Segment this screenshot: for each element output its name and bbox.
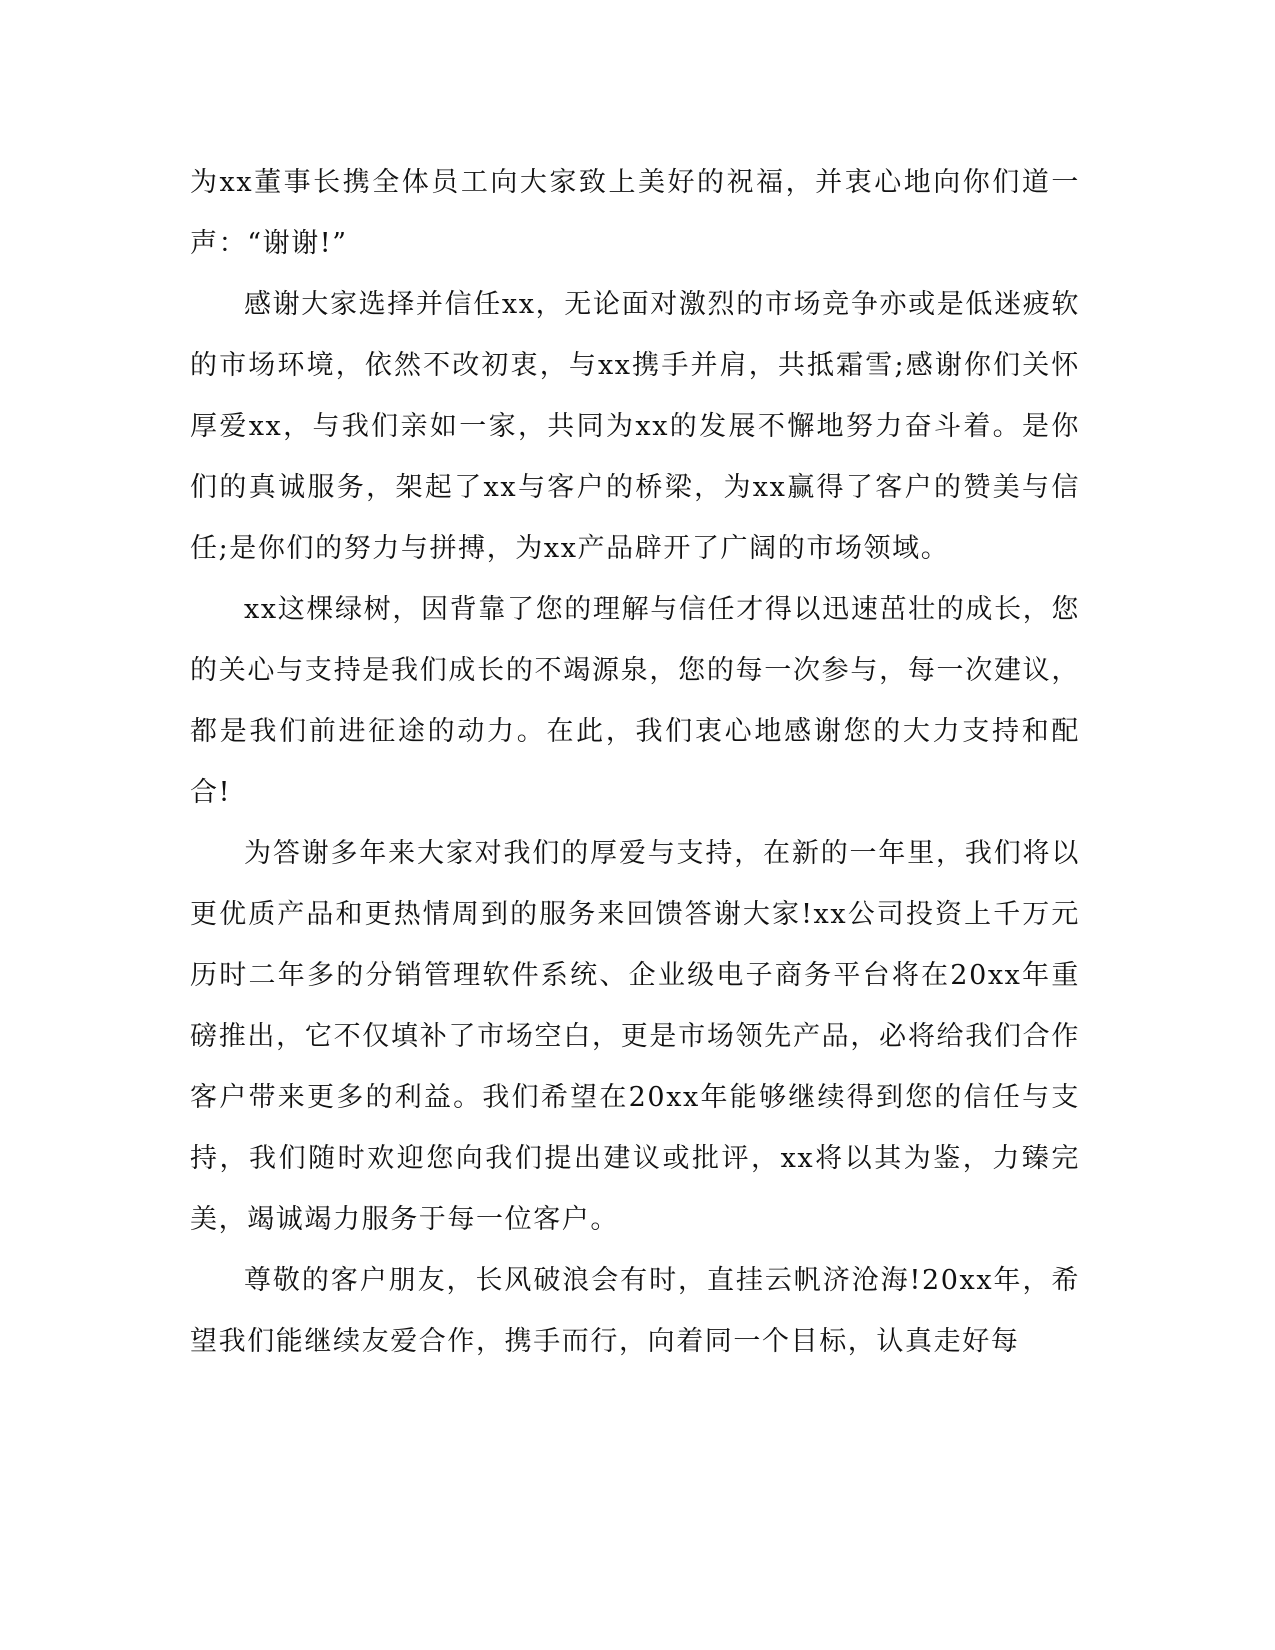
paragraph-closing: 尊敬的客户朋友，长风破浪会有时，直挂云帆济沧海!20xx年，希望我们能继续友爱合作，携手而行，向着同一个目标，认真走好每	[190, 1265, 1080, 1357]
paragraph-green-tree: xx这棵绿树，因背靠了您的理解与信任才得以迅速茁壮的成长，您的关心与支持是我们成长的不竭源泉，您的每一次参与，每一次建议，都是我们前进征途的动力。在此，我们衷心地感谢您的大力支持和配合!	[190, 594, 1080, 808]
paragraph-thanks-trust: 感谢大家选择并信任xx，无论面对激烈的市场竞争亦或是低迷疲软的市场环境，依然不改初衷，与xx携手并肩，共抵霜雪;感谢你们关怀厚爱xx，与我们亲如一家，共同为xx的发展不懈地努力奋斗着。是你们的真诚服务，架起了xx与客户的桥梁，为xx赢得了客户的赞美与信任;是你们的努力与拼搏，为xx产品辟开了广阔的市场领域。	[190, 289, 1080, 564]
paragraph-continuation: 为xx董事长携全体员工向大家致上美好的祝福，并衷心地向你们道一声：“谢谢!”	[190, 167, 1080, 259]
document-body	[190, 152, 1080, 1372]
paragraph-new-year-plan: 为答谢多年来大家对我们的厚爱与支持，在新的一年里，我们将以更优质产品和更热情周到的服务来回馈答谢大家!xx公司投资上千万元历时二年多的分销管理软件系统、企业级电子商务平台将在20xx年重磅推出，它不仅填补了市场空白，更是市场领先产品，必将给我们合作客户带来更多的利益。我们希望在20xx年能够继续得到您的信任与支持，我们随时欢迎您向我们提出建议或批评，xx将以其为鉴，力臻完美，竭诚竭力服务于每一位客户。	[190, 838, 1080, 1235]
